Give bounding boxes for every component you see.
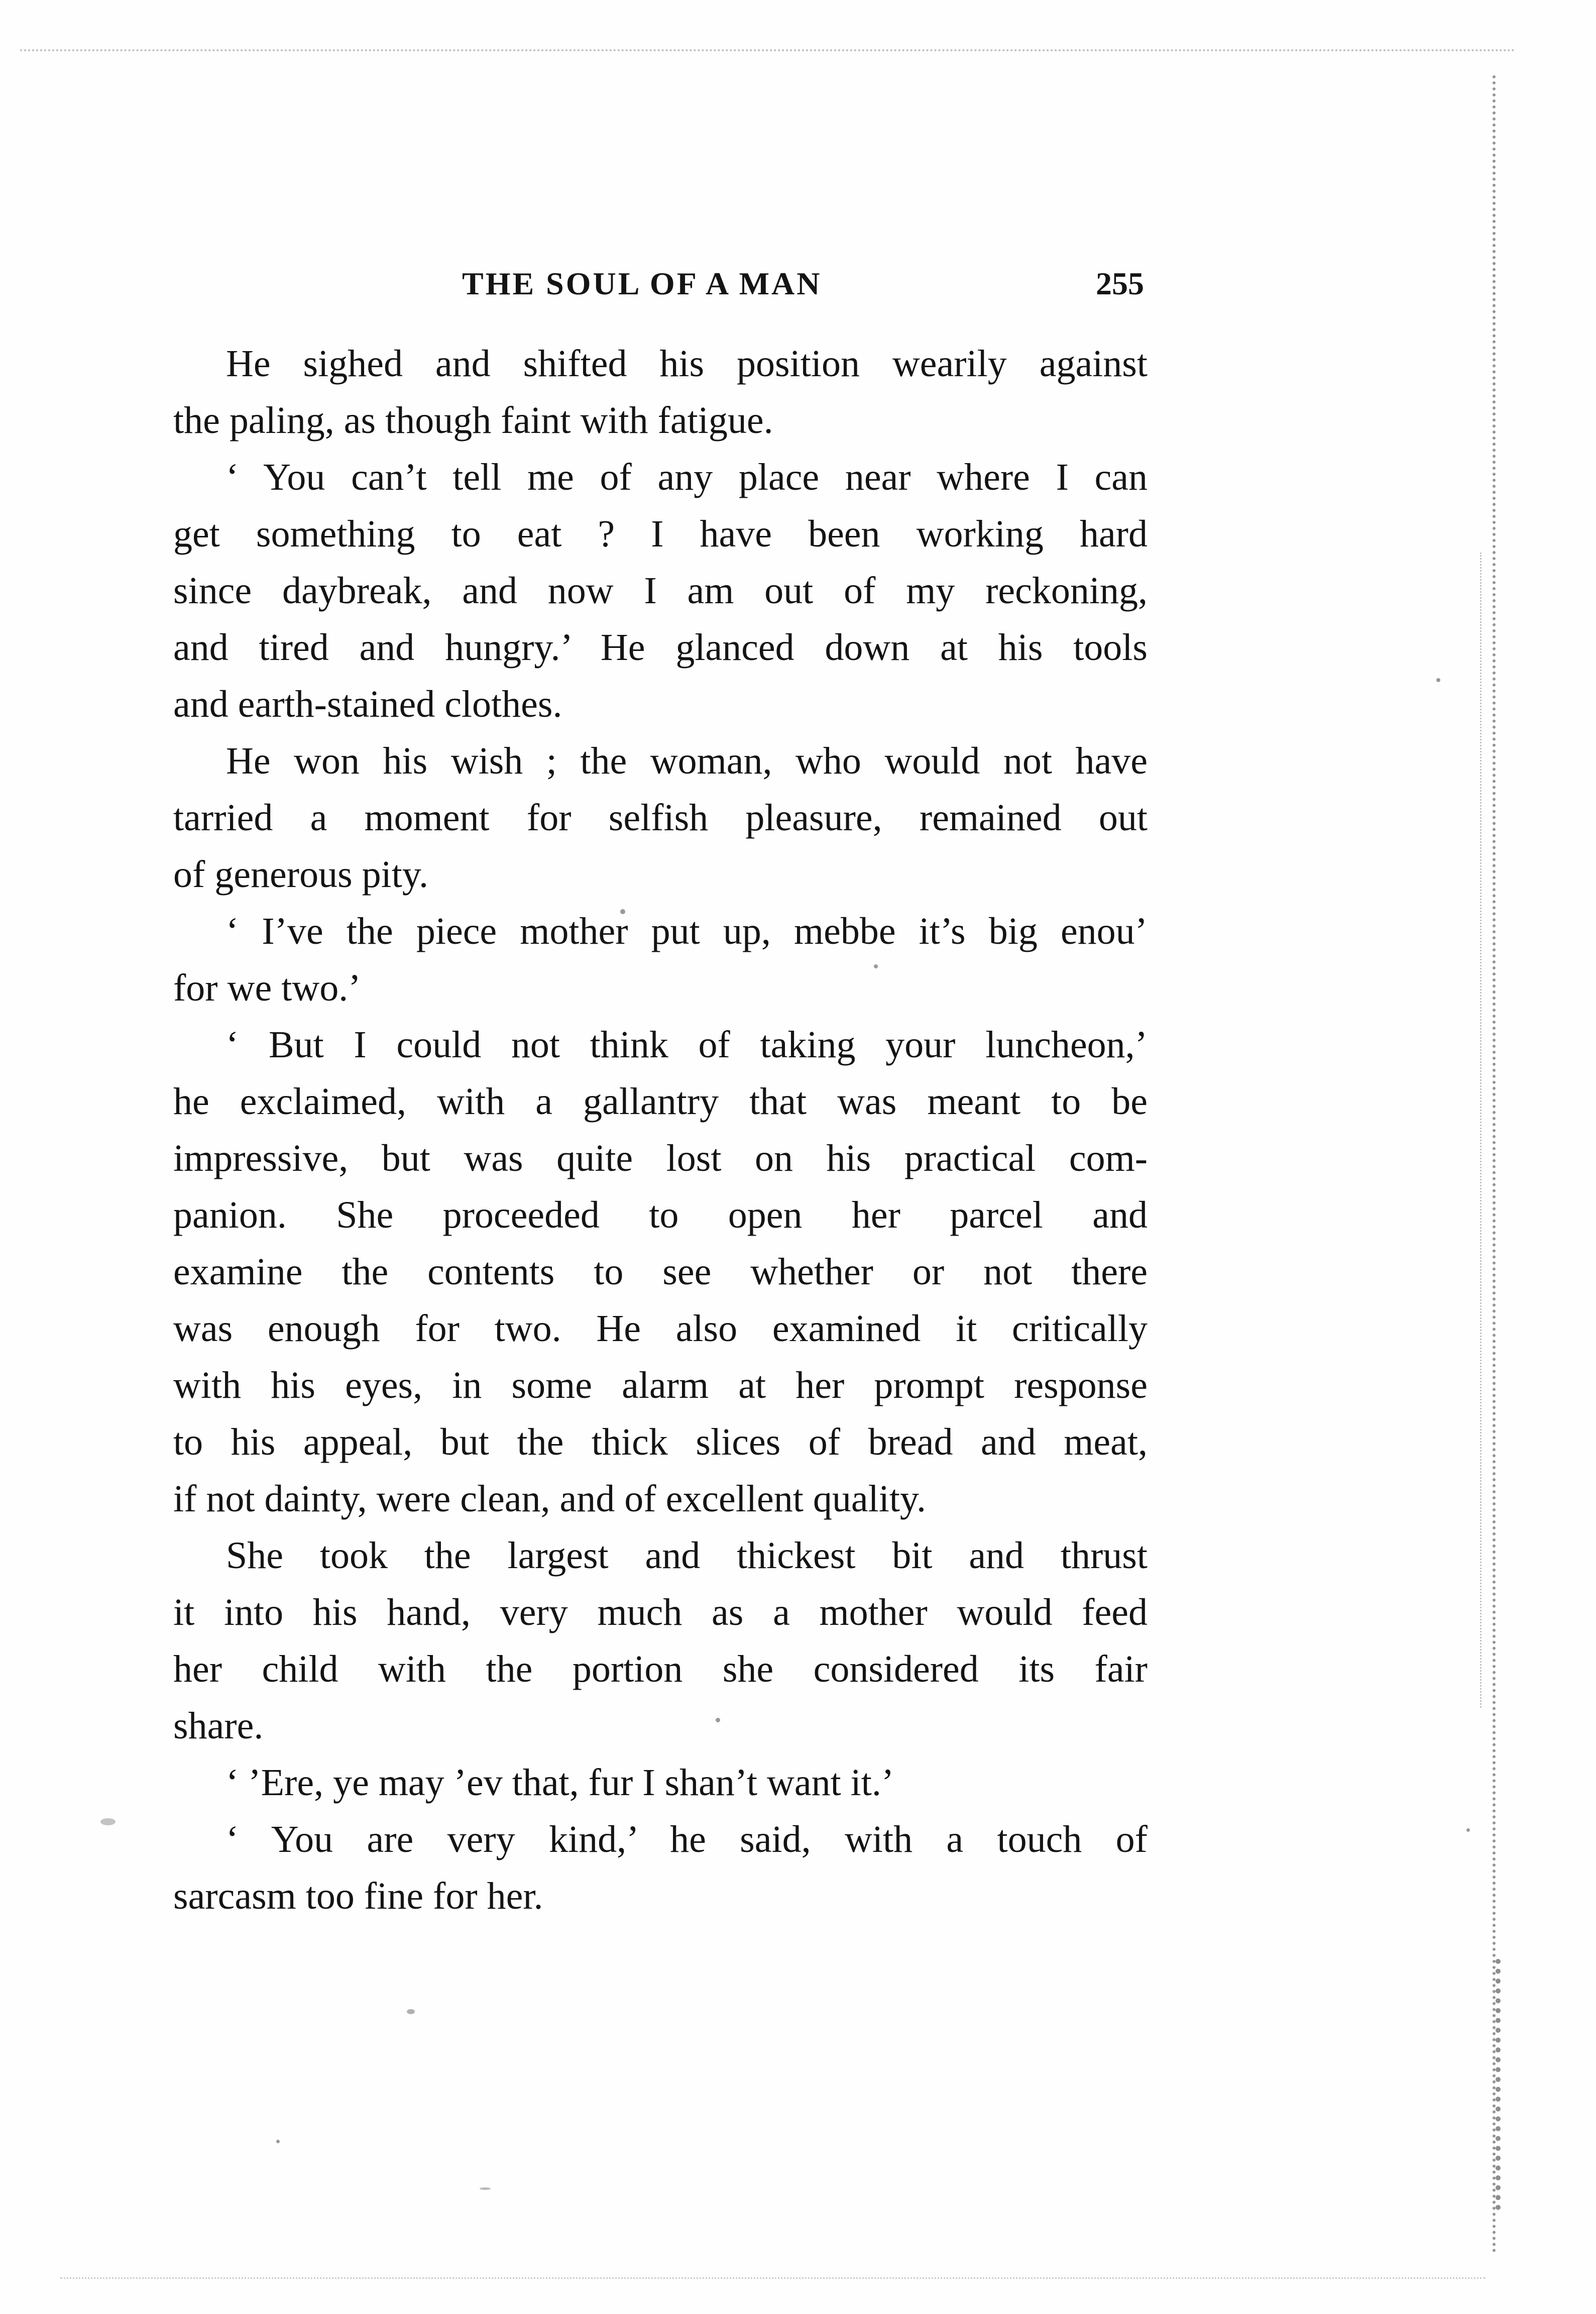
text-line: get something to eat ? I have been working hard — [173, 513, 1148, 555]
text-line: her child with the portion she considered its fair — [173, 1648, 1148, 1690]
text-line: He sighed and shifted his position wearily against — [226, 343, 1148, 385]
running-title: THE SOUL OF A MAN — [462, 266, 822, 301]
running-head — [171, 265, 1144, 305]
text-line: the paling, as though faint with fatigue. — [173, 399, 773, 442]
text-line: panion. She proceeded to open her parcel and — [173, 1194, 1148, 1236]
text-line: with his eyes, in some alarm at her prompt response — [173, 1364, 1148, 1406]
text-line: examine the contents to see whether or not there — [173, 1251, 1148, 1293]
scan-edge-right-inner — [1477, 553, 1481, 1708]
text-line: ‘ ’Ere, ye may ’ev that, fur I shan’t want it.’ — [226, 1761, 894, 1804]
text-line: She took the largest and thickest bit and thrust — [226, 1534, 1148, 1577]
text-line: was enough for two. He also examined it critically — [173, 1307, 1148, 1350]
scan-edge-right — [1488, 75, 1496, 2254]
text-line: sarcasm too fine for her. — [173, 1875, 543, 1917]
text-line: ‘ But I could not think of taking your luncheon,’ — [226, 1024, 1148, 1066]
text-line: if not dainty, were clean, and of excellent quality. — [173, 1478, 926, 1520]
text-line: share. — [173, 1705, 264, 1747]
text-line: it into his hand, very much as a mother would feed — [173, 1591, 1148, 1633]
page-number: 255 — [1096, 266, 1144, 301]
scan-edge-right-dark — [1484, 1959, 1501, 2210]
scan-speck — [480, 2187, 491, 2190]
scan-edge-bottom — [60, 2274, 1486, 2279]
text-line: ‘ You can’t tell me of any place near where I can — [226, 456, 1148, 498]
text-line: and tired and hungry.’ He glanced down at his tools — [173, 626, 1148, 669]
text-line: for we two.’ — [173, 967, 361, 1009]
text-line: ‘ You are very kind,’ he said, with a touch of — [226, 1818, 1148, 1860]
text-line: since daybreak, and now I am out of my reckoning, — [173, 570, 1148, 612]
text-line: impressive, but was quite lost on his practical com- — [173, 1137, 1148, 1179]
scan-speck — [1466, 1828, 1470, 1832]
text-line: He won his wish ; the woman, who would not have — [226, 740, 1148, 782]
scan-speck — [407, 2009, 415, 2014]
text-line: tarried a moment for selfish pleasure, remained out — [173, 797, 1148, 839]
scan-speck — [1436, 678, 1440, 682]
text-line: ‘ I’ve the piece mother put up, mebbe it’s big enou’ — [226, 910, 1148, 952]
scan-speck — [100, 1818, 116, 1825]
scan-edge-top — [20, 49, 1516, 54]
text-line: of generous pity. — [173, 853, 428, 896]
body-text — [173, 336, 1148, 1925]
text-line: he exclaimed, with a gallantry that was meant to be — [173, 1080, 1148, 1123]
text-line: to his appeal, but the thick slices of bread and meat, — [173, 1421, 1148, 1463]
scan-speck — [276, 2140, 280, 2143]
text-line: and earth-stained clothes. — [173, 683, 562, 725]
